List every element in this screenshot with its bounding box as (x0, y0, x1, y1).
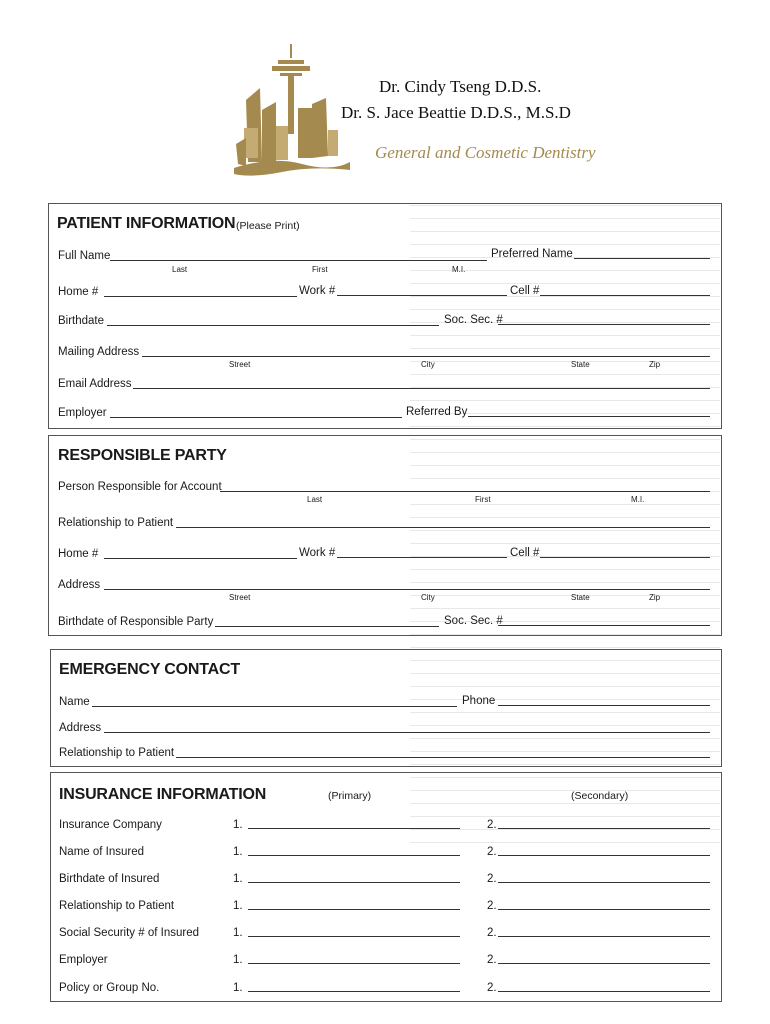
cell-phone-field[interactable] (540, 295, 710, 296)
relationship-label: Relationship to Patient (58, 517, 174, 529)
phone-field[interactable] (498, 705, 710, 706)
home-phone-label: Home # (58, 286, 99, 298)
referred-by-field[interactable] (468, 416, 710, 417)
secondary-number: 2. (487, 819, 497, 831)
full-name-field[interactable] (110, 260, 487, 261)
employer-field[interactable] (110, 417, 402, 418)
primary-number: 1. (233, 846, 243, 858)
patient-information-section (48, 203, 722, 429)
work-phone-label: Work # (299, 285, 336, 297)
primary-number: 1. (233, 927, 243, 939)
street-caption: Street (229, 360, 251, 369)
email-address-label: Email Address (58, 378, 132, 390)
secondary-number: 2. (487, 982, 497, 994)
primary-number: 1. (233, 900, 243, 912)
phone-label: Phone (462, 695, 496, 707)
address-field[interactable] (104, 589, 710, 590)
full-name-label: Full Name (58, 250, 111, 262)
responsible-party-heading: RESPONSIBLE PARTY (58, 447, 227, 464)
secondary-field[interactable] (498, 828, 710, 829)
relationship-field[interactable] (176, 757, 710, 758)
doctor-name-1: Dr. Cindy Tseng D.D.S. (379, 77, 542, 96)
primary-number: 1. (233, 954, 243, 966)
responsible-party-section (48, 435, 722, 636)
soc-sec-label: Soc. Sec. # (444, 314, 503, 326)
responsible-birthdate-label: Birthdate of Responsible Party (58, 616, 214, 628)
home-phone-label: Home # (58, 548, 99, 560)
secondary-field[interactable] (498, 963, 710, 964)
patient-information-heading: PATIENT INFORMATION (57, 215, 236, 232)
mi-caption: M.I. (452, 265, 466, 274)
last-caption: Last (307, 495, 323, 504)
emergency-contact-heading: EMERGENCY CONTACT (59, 661, 240, 678)
mailing-address-label: Mailing Address (58, 346, 140, 358)
insurance-row-label: Social Security # of Insured (59, 927, 199, 939)
zip-caption: Zip (649, 360, 661, 369)
street-caption: Street (229, 593, 251, 602)
primary-field[interactable] (248, 855, 460, 856)
cell-phone-label: Cell # (510, 547, 540, 559)
secondary-number: 2. (487, 873, 497, 885)
state-caption: State (571, 360, 590, 369)
responsible-birthdate-field[interactable] (215, 626, 439, 627)
city-caption: City (421, 360, 435, 369)
primary-field[interactable] (248, 909, 460, 910)
referred-by-label: Referred By (406, 406, 468, 418)
primary-number: 1. (233, 819, 243, 831)
space-needle-skyline-logo (232, 44, 352, 176)
doctor-name-2: Dr. S. Jace Beattie D.D.S., M.S.D (341, 103, 571, 122)
work-phone-field[interactable] (337, 557, 507, 558)
secondary-field[interactable] (498, 991, 710, 992)
person-responsible-label: Person Responsible for Account (58, 481, 222, 493)
zip-caption: Zip (649, 593, 661, 602)
city-caption: City (421, 593, 435, 602)
relationship-field[interactable] (176, 527, 710, 528)
address-field[interactable] (104, 732, 710, 733)
soc-sec-field[interactable] (498, 324, 710, 325)
name-label: Name (59, 696, 90, 708)
practice-tagline: General and Cosmetic Dentistry (375, 143, 596, 162)
primary-field[interactable] (248, 963, 460, 964)
primary-field[interactable] (248, 882, 460, 883)
insurance-row-label: Policy or Group No. (59, 982, 160, 994)
insurance-row-label: Name of Insured (59, 846, 145, 858)
insurance-row-label: Employer (59, 954, 108, 966)
secondary-field[interactable] (498, 909, 710, 910)
secondary-number: 2. (487, 927, 497, 939)
employer-label: Employer (58, 407, 107, 419)
insurance-row-label: Relationship to Patient (59, 900, 175, 912)
work-phone-field[interactable] (337, 295, 507, 296)
email-address-field[interactable] (133, 388, 710, 389)
cell-phone-label: Cell # (510, 285, 540, 297)
primary-number: 1. (233, 982, 243, 994)
preferred-name-label: Preferred Name (491, 248, 573, 260)
birthdate-label: Birthdate (58, 315, 105, 327)
address-label: Address (59, 722, 102, 734)
insurance-row-label: Birthdate of Insured (59, 873, 160, 885)
insurance-information-section (50, 772, 722, 1002)
address-label: Address (58, 579, 101, 591)
primary-number: 1. (233, 873, 243, 885)
birthdate-field[interactable] (107, 325, 439, 326)
home-phone-field[interactable] (104, 296, 297, 297)
preferred-name-field[interactable] (574, 258, 710, 259)
insurance-information-heading: INSURANCE INFORMATION (59, 786, 267, 803)
secondary-field[interactable] (498, 855, 710, 856)
relationship-label: Relationship to Patient (59, 747, 175, 759)
last-caption: Last (172, 265, 188, 274)
secondary-field[interactable] (498, 936, 710, 937)
first-caption: First (312, 265, 328, 274)
primary-field[interactable] (248, 828, 460, 829)
insurance-row-label: Insurance Company (59, 819, 162, 831)
primary-field[interactable] (248, 991, 460, 992)
secondary-field[interactable] (498, 882, 710, 883)
primary-label: (Primary) (328, 790, 372, 802)
mi-caption: M.I. (631, 495, 645, 504)
work-phone-label: Work # (299, 547, 336, 559)
cell-phone-field[interactable] (540, 557, 710, 558)
state-caption: State (571, 593, 590, 602)
secondary-number: 2. (487, 900, 497, 912)
soc-sec-field[interactable] (498, 625, 710, 626)
secondary-number: 2. (487, 954, 497, 966)
secondary-label: (Secondary) (571, 790, 629, 802)
soc-sec-label: Soc. Sec. # (444, 615, 503, 627)
person-responsible-field[interactable] (220, 491, 710, 492)
first-caption: First (475, 495, 491, 504)
name-field[interactable] (92, 706, 457, 707)
mailing-address-field[interactable] (142, 356, 710, 357)
primary-field[interactable] (248, 936, 460, 937)
please-print-note: (Please Print) (236, 220, 300, 232)
secondary-number: 2. (487, 846, 497, 858)
home-phone-field[interactable] (104, 558, 297, 559)
